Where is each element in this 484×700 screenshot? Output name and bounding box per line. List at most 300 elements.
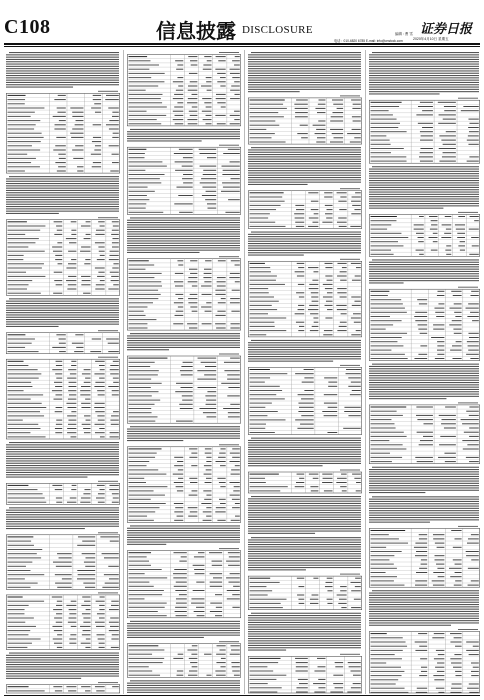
table-cell-value bbox=[207, 208, 216, 209]
table-cell-value bbox=[113, 498, 119, 499]
table-cell-value bbox=[188, 675, 197, 676]
table-row-label bbox=[371, 220, 397, 221]
table-row-label bbox=[371, 114, 393, 115]
table-cell-value bbox=[203, 412, 216, 413]
table-cell-value bbox=[231, 323, 240, 324]
table-cell-value bbox=[109, 622, 119, 623]
table-cell-value bbox=[178, 195, 192, 196]
text-line bbox=[369, 68, 479, 69]
table-cell-value bbox=[313, 318, 318, 319]
table-row-label bbox=[250, 292, 269, 293]
table-cell-value bbox=[205, 123, 211, 124]
table-cell-value bbox=[452, 320, 462, 321]
table-cell-value bbox=[235, 503, 240, 504]
table-cell-value bbox=[206, 461, 211, 462]
text-line bbox=[369, 510, 479, 511]
text-line bbox=[251, 537, 361, 538]
table-cell-value bbox=[295, 313, 305, 314]
table-cell-value bbox=[441, 423, 456, 424]
text-line bbox=[369, 606, 479, 607]
table-cell-value bbox=[421, 564, 428, 565]
table-cell-value bbox=[469, 654, 479, 655]
table-cell-value bbox=[109, 145, 119, 146]
table-cell-value bbox=[112, 162, 119, 163]
table-cell-value bbox=[468, 135, 479, 136]
table-cell-value bbox=[301, 398, 314, 399]
table-cell-value bbox=[441, 237, 451, 238]
text-line bbox=[369, 175, 479, 176]
table-unit-label bbox=[98, 532, 118, 533]
table-cell-value bbox=[420, 161, 433, 162]
text-line bbox=[369, 61, 479, 62]
table-row-label bbox=[129, 187, 148, 188]
text-line bbox=[248, 161, 361, 162]
table-cell-value bbox=[206, 516, 211, 517]
table-cell-value bbox=[96, 230, 105, 231]
table-row-label bbox=[8, 234, 26, 235]
table-cell-value bbox=[337, 108, 344, 109]
table-cell-value bbox=[444, 233, 451, 234]
table-cell-value bbox=[69, 386, 77, 387]
table-cell-value bbox=[337, 595, 347, 596]
table-cell-value bbox=[227, 590, 240, 591]
table-cell-value bbox=[455, 675, 461, 676]
text-line bbox=[248, 440, 361, 441]
table-cell-value bbox=[56, 334, 65, 335]
table-cell-value bbox=[439, 161, 455, 162]
table-row-label bbox=[8, 643, 32, 644]
table-cell-value bbox=[203, 170, 216, 171]
table-cell-value bbox=[93, 162, 101, 163]
text-line bbox=[6, 474, 119, 475]
text-line bbox=[6, 70, 119, 71]
table-cell-value bbox=[443, 144, 456, 145]
table-cell-value bbox=[110, 618, 119, 619]
table-cell-value bbox=[188, 277, 197, 278]
table-cell-value bbox=[100, 255, 105, 256]
table-cell-value bbox=[224, 362, 240, 363]
table-cell-value bbox=[414, 224, 424, 225]
table-cell-value bbox=[202, 98, 211, 99]
table-cell-value bbox=[435, 559, 445, 560]
table-row-label bbox=[129, 149, 147, 150]
text-line bbox=[6, 324, 119, 325]
table-cell-value bbox=[471, 671, 479, 672]
text-line bbox=[369, 203, 479, 204]
table-cell-value bbox=[453, 358, 462, 359]
table-row-label bbox=[129, 86, 159, 87]
table-cell-value bbox=[457, 233, 465, 234]
table-cell-value bbox=[324, 197, 332, 198]
table-cell-value bbox=[327, 309, 332, 310]
table-row-label bbox=[8, 112, 35, 113]
table-cell-value bbox=[297, 687, 308, 688]
table-row-label bbox=[8, 647, 28, 648]
table-row-label bbox=[129, 281, 162, 282]
table-cell-value bbox=[436, 316, 444, 317]
table-cell-value bbox=[419, 534, 427, 535]
table-cell-value bbox=[216, 507, 226, 508]
table-cell-value bbox=[59, 557, 72, 558]
table-cell-value bbox=[112, 154, 119, 155]
table-cell-value bbox=[97, 485, 105, 486]
table-row-label bbox=[371, 135, 387, 136]
table-row-label bbox=[8, 502, 47, 503]
table-cell-value bbox=[423, 436, 433, 437]
table-cell-value bbox=[228, 565, 240, 566]
table-cell-value bbox=[83, 293, 90, 294]
table-cell-value bbox=[178, 86, 183, 87]
table-cell-value bbox=[191, 598, 204, 599]
text-line bbox=[6, 77, 119, 78]
text-line bbox=[6, 87, 73, 88]
table-row-label bbox=[250, 276, 277, 277]
text-line bbox=[248, 458, 361, 459]
table-cell-value bbox=[54, 99, 65, 100]
text-line bbox=[6, 517, 119, 518]
table-row-label bbox=[129, 269, 146, 270]
table-cell-value bbox=[55, 145, 66, 146]
text-line bbox=[248, 179, 361, 180]
table-cell-value bbox=[327, 599, 333, 600]
table-row-label bbox=[129, 645, 159, 646]
table-cell-value bbox=[74, 351, 83, 352]
table-cell-value bbox=[218, 60, 225, 61]
table-cell-value bbox=[219, 453, 225, 454]
table-cell-value bbox=[331, 116, 343, 117]
table-cell-value bbox=[230, 302, 240, 303]
text-line bbox=[130, 217, 240, 218]
text-line bbox=[369, 625, 451, 626]
text-line bbox=[369, 66, 479, 67]
table-cell-value bbox=[297, 428, 313, 429]
table-cell-value bbox=[467, 444, 478, 445]
text-line bbox=[127, 240, 240, 241]
table-cell-value bbox=[415, 585, 427, 586]
table-cell-value bbox=[204, 269, 212, 270]
table-cell-value bbox=[109, 609, 119, 610]
table-row-label bbox=[250, 474, 279, 475]
text-line bbox=[369, 389, 479, 390]
table-row-label bbox=[129, 111, 147, 112]
table-cell-value bbox=[471, 534, 479, 535]
table-unit-label bbox=[340, 95, 360, 96]
table-cell-value bbox=[68, 390, 76, 391]
text-line bbox=[127, 625, 240, 626]
table-cell-value bbox=[110, 365, 119, 366]
table-row-label bbox=[129, 56, 148, 57]
text-line bbox=[369, 54, 479, 55]
table-cell-value bbox=[226, 561, 240, 562]
table-cell-value bbox=[337, 309, 347, 310]
table-cell-value bbox=[197, 379, 216, 380]
text-line bbox=[369, 205, 479, 206]
table-cell-value bbox=[433, 241, 438, 242]
text-line bbox=[248, 70, 361, 71]
table-cell-value bbox=[173, 577, 186, 578]
text-line bbox=[369, 373, 479, 374]
table-cell-value bbox=[174, 511, 183, 512]
text-line bbox=[369, 613, 479, 614]
table-row-label bbox=[371, 671, 405, 672]
table-cell-value bbox=[356, 267, 361, 268]
table-cell-value bbox=[188, 56, 197, 57]
table-cell-value bbox=[433, 534, 444, 535]
table-cell-value bbox=[69, 613, 76, 614]
table-cell-value bbox=[179, 561, 186, 562]
table-cell-value bbox=[352, 205, 361, 206]
table-cell-value bbox=[196, 582, 204, 583]
table-cell-value bbox=[230, 273, 240, 274]
table-cell-value bbox=[71, 626, 77, 627]
table-cell-value bbox=[299, 683, 308, 684]
table-cell-value bbox=[310, 330, 319, 331]
table-cell-value bbox=[234, 675, 240, 676]
text-line bbox=[248, 622, 361, 623]
table-cell-value bbox=[434, 308, 444, 309]
table-cell-value bbox=[112, 502, 119, 503]
table-cell-value bbox=[70, 373, 76, 374]
text-line bbox=[6, 523, 119, 524]
table-row-label bbox=[8, 407, 47, 408]
table-row-label bbox=[129, 98, 161, 99]
table-cell-value bbox=[57, 242, 62, 243]
table-cell-value bbox=[324, 415, 338, 416]
table-cell-value bbox=[209, 552, 222, 553]
table-cell-value bbox=[462, 440, 478, 441]
table-cell-value bbox=[57, 112, 65, 113]
table-cell-value bbox=[216, 94, 226, 95]
text-line bbox=[248, 617, 361, 618]
table-row-label bbox=[371, 684, 396, 685]
table-row-label bbox=[371, 354, 405, 355]
table-cell-value bbox=[301, 415, 313, 416]
table-cell-value bbox=[98, 272, 104, 273]
text-line bbox=[9, 653, 119, 654]
table-cell-value bbox=[297, 595, 304, 596]
table-cell-value bbox=[300, 125, 308, 126]
table-cell-value bbox=[415, 457, 433, 458]
table-cell-value bbox=[176, 486, 184, 487]
table-cell-value bbox=[55, 255, 62, 256]
table-cell-value bbox=[338, 603, 346, 604]
text-line bbox=[248, 498, 361, 499]
text-line bbox=[127, 537, 240, 538]
text-line bbox=[6, 84, 119, 85]
table-cell-value bbox=[228, 552, 240, 553]
table-cell-value bbox=[84, 263, 90, 264]
table-cell-value bbox=[433, 329, 444, 330]
table-cell-value bbox=[205, 366, 216, 367]
table-cell-value bbox=[352, 108, 360, 109]
table-cell-value bbox=[110, 251, 119, 252]
table-cell-value bbox=[442, 156, 456, 157]
table-cell-value bbox=[188, 123, 198, 124]
text-line bbox=[6, 326, 59, 327]
table-cell-value bbox=[110, 420, 118, 421]
table-row-label bbox=[8, 162, 32, 163]
table-row-label bbox=[250, 280, 276, 281]
table-cell-value bbox=[446, 254, 451, 255]
table-cell-value bbox=[86, 234, 91, 235]
table-row-label bbox=[129, 69, 150, 70]
table-cell-value bbox=[337, 330, 346, 331]
table-cell-value bbox=[183, 157, 193, 158]
table-row-label bbox=[8, 120, 41, 121]
table-cell-value bbox=[417, 461, 433, 462]
table-cell-value bbox=[54, 618, 62, 619]
table-row-label bbox=[8, 390, 24, 391]
table-cell-value bbox=[176, 582, 187, 583]
table-cell-value bbox=[110, 432, 119, 433]
table-cell-value bbox=[69, 643, 76, 644]
table-cell-value bbox=[178, 298, 183, 299]
table-cell-value bbox=[52, 485, 62, 486]
table-cell-value bbox=[112, 268, 119, 269]
table-row-label bbox=[250, 271, 271, 272]
table-cell-value bbox=[179, 594, 187, 595]
table-cell-value bbox=[55, 124, 66, 125]
table-cell-value bbox=[206, 675, 211, 676]
table-cell-value bbox=[179, 212, 193, 213]
table-cell-value bbox=[468, 144, 478, 145]
table-cell-value bbox=[99, 643, 105, 644]
table-cell-value bbox=[348, 386, 360, 387]
table-cell-value bbox=[198, 552, 204, 553]
table-cell-value bbox=[93, 137, 101, 138]
table-row-label bbox=[129, 457, 156, 458]
table-row-label bbox=[250, 394, 277, 395]
table-row-label bbox=[250, 586, 267, 587]
table-row-label bbox=[250, 112, 279, 113]
table-cell-value bbox=[69, 382, 77, 383]
table-cell-value bbox=[180, 408, 193, 409]
table-cell-value bbox=[420, 140, 433, 141]
table-cell-value bbox=[295, 112, 308, 113]
table-cell-value bbox=[330, 142, 343, 143]
table-cell-value bbox=[188, 298, 197, 299]
table-cell-value bbox=[68, 251, 76, 252]
table-cell-value bbox=[455, 646, 462, 647]
table-cell-value bbox=[96, 690, 104, 691]
table-cell-value bbox=[84, 415, 90, 416]
table-cell-value bbox=[295, 222, 304, 223]
text-line bbox=[9, 52, 119, 53]
table-cell-value bbox=[231, 311, 239, 312]
table-row-label bbox=[129, 81, 165, 82]
table-row-label bbox=[371, 423, 395, 424]
table-cell-value bbox=[311, 297, 318, 298]
table-cell-value bbox=[466, 650, 479, 651]
table-cell-value bbox=[225, 212, 239, 213]
text-line bbox=[6, 671, 119, 672]
table-cell-value bbox=[228, 582, 239, 583]
table-row-label bbox=[129, 453, 157, 454]
table-cell-value bbox=[446, 245, 451, 246]
table-cell-value bbox=[414, 547, 427, 548]
table-cell-value bbox=[235, 56, 240, 57]
table-cell-value bbox=[54, 280, 62, 281]
table-row-label bbox=[371, 237, 409, 238]
text-line bbox=[6, 199, 119, 200]
table-cell-value bbox=[189, 478, 197, 479]
table-cell-value bbox=[473, 667, 479, 668]
table-cell-value bbox=[204, 654, 211, 655]
table-row-label bbox=[129, 603, 167, 604]
table-cell-value bbox=[58, 95, 66, 96]
text-line bbox=[251, 438, 361, 439]
table-cell-value bbox=[71, 601, 77, 602]
table-row-label bbox=[8, 154, 28, 155]
table-cell-value bbox=[82, 373, 91, 374]
table-cell-value bbox=[419, 156, 433, 157]
table-row-label bbox=[8, 99, 26, 100]
table-cell-value bbox=[95, 242, 105, 243]
table-cell-value bbox=[416, 250, 424, 251]
text-line bbox=[369, 73, 479, 74]
table-row-label bbox=[250, 125, 280, 126]
table-cell-value bbox=[348, 377, 361, 378]
text-line bbox=[248, 461, 361, 462]
text-line bbox=[369, 264, 479, 265]
text-line bbox=[369, 271, 479, 272]
table-cell-value bbox=[189, 269, 197, 270]
table-row-label bbox=[250, 133, 275, 134]
table-unit-label bbox=[340, 654, 360, 655]
table-cell-value bbox=[356, 490, 361, 491]
table-cell-value bbox=[67, 502, 76, 503]
text-line bbox=[127, 544, 166, 545]
table-cell-value bbox=[192, 645, 198, 646]
table-cell-value bbox=[203, 174, 217, 175]
text-line bbox=[369, 522, 430, 523]
table-row-label bbox=[250, 490, 281, 491]
table-cell-value bbox=[206, 400, 216, 401]
table-cell-value bbox=[217, 81, 225, 82]
text-line bbox=[6, 470, 119, 471]
table-row-label bbox=[129, 315, 146, 316]
table-cell-value bbox=[340, 586, 347, 587]
table-cell-value bbox=[219, 482, 226, 483]
table-cell-value bbox=[98, 221, 104, 222]
table-cell-value bbox=[442, 224, 452, 225]
text-line bbox=[6, 676, 119, 677]
table-cell-value bbox=[84, 432, 91, 433]
table-cell-value bbox=[341, 313, 347, 314]
table-row-label bbox=[371, 654, 395, 655]
table-cell-value bbox=[113, 411, 119, 412]
table-cell-value bbox=[206, 302, 211, 303]
table-row-label bbox=[371, 241, 399, 242]
table-row-label bbox=[8, 549, 43, 550]
text-line bbox=[6, 183, 119, 184]
table-cell-value bbox=[418, 241, 424, 242]
table-row-label bbox=[129, 573, 145, 574]
table-row-label bbox=[250, 267, 271, 268]
table-cell-value bbox=[230, 123, 240, 124]
table-row-label bbox=[129, 178, 160, 179]
table-cell-value bbox=[415, 320, 427, 321]
table-cell-value bbox=[414, 316, 427, 317]
table-row-label bbox=[129, 650, 165, 651]
column-1-content bbox=[6, 50, 120, 694]
table-cell-value bbox=[84, 238, 91, 239]
table-cell-value bbox=[223, 187, 240, 188]
table-cell-value bbox=[56, 378, 62, 379]
table-cell-value bbox=[351, 213, 360, 214]
table-row-label bbox=[250, 288, 269, 289]
table-cell-value bbox=[183, 174, 193, 175]
